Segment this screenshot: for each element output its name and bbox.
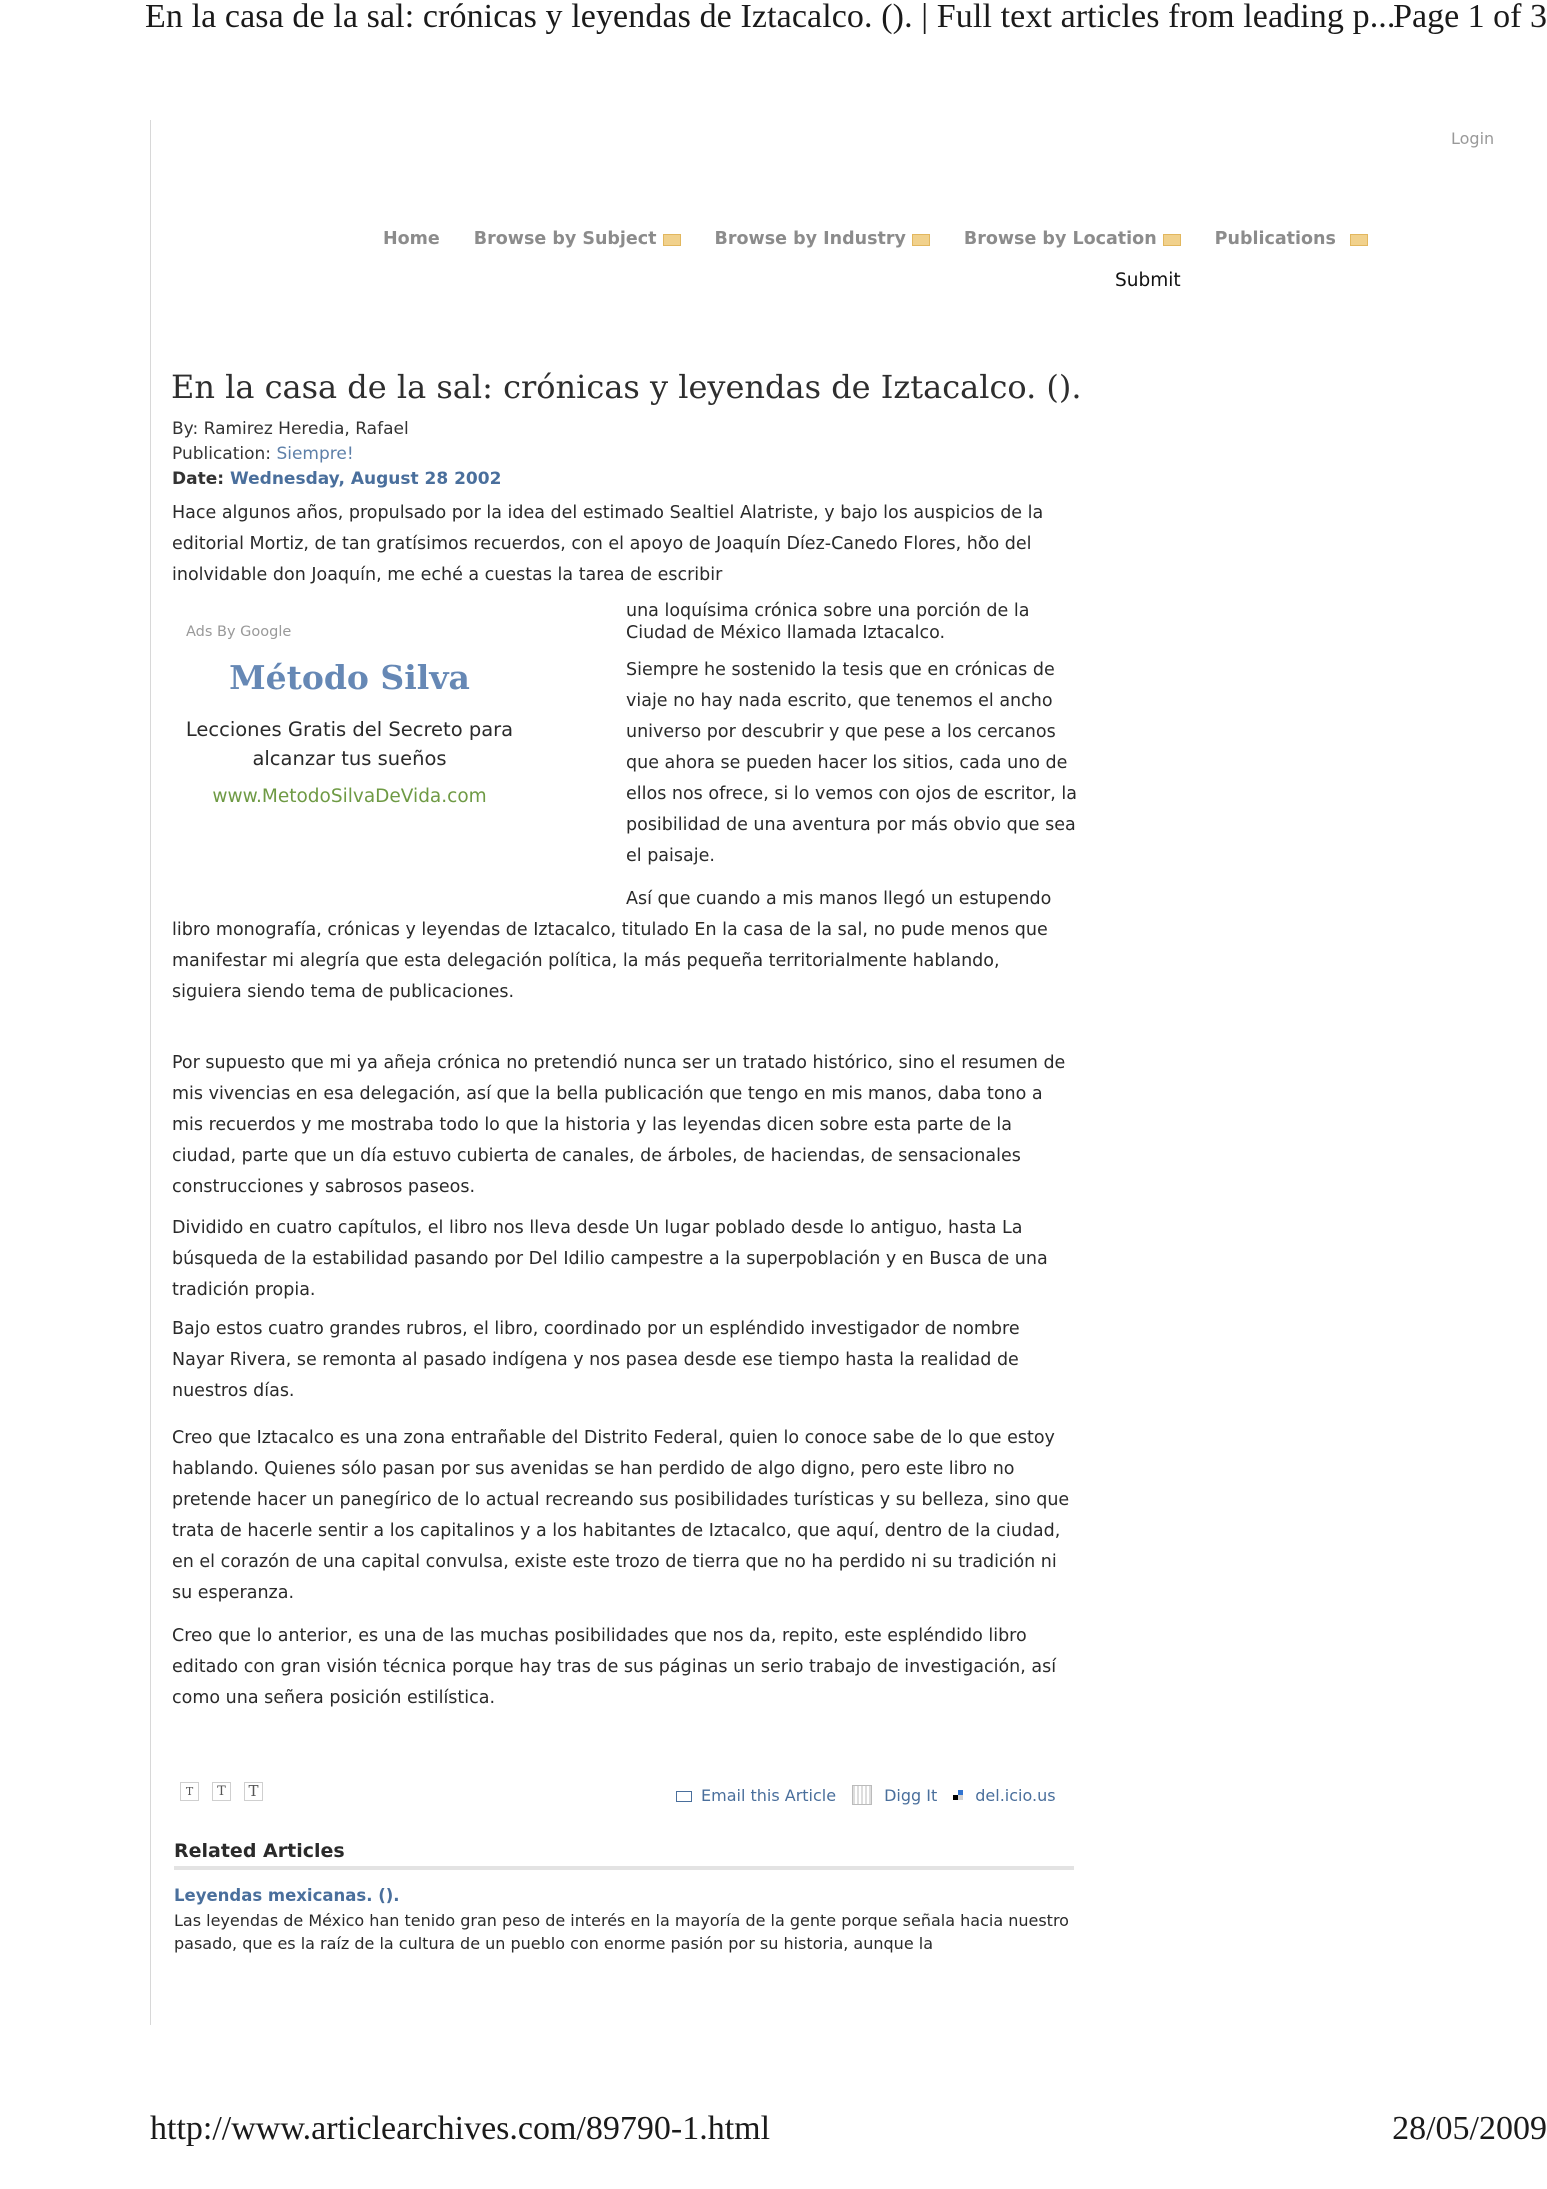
- print-header-title: En la casa de la sal: crónicas y leyendas de Iztacalco. (). | Full text articles from leading p...: [145, 0, 1396, 35]
- nav-browse-by-subject-label: Browse by Subject: [473, 229, 657, 249]
- login-link[interactable]: Login: [1451, 129, 1495, 148]
- article-paragraph: Bajo estos cuatro grandes rubros, el libro, coordinado por un espléndido investigador de nombre Nayar Rivera, se remonta al pasado indígena y nos pasea desde ese tiempo hasta la realidad de nuestros días.: [172, 1319, 1020, 1401]
- author-name: Ramirez Heredia, Rafael: [203, 419, 409, 439]
- related-article-snippet: Las leyendas de México han tenido gran peso de interés en la mayoría de la gente porque señala hacia nuestro pasado, que es la raíz de la cultura de un pueblo con enorme pasión por su historia, aunque la: [174, 1911, 1069, 1953]
- article-date: [172, 469, 501, 489]
- nav-browse-by-subject[interactable]: [474, 229, 681, 249]
- related-article-link[interactable]: Leyendas mexicanas. ().: [174, 1886, 400, 1905]
- dropdown-arrow-icon: [663, 234, 681, 246]
- page-frame-border: [150, 120, 151, 2025]
- submit-button[interactable]: Submit: [1115, 270, 1181, 291]
- mail-icon: [676, 1791, 692, 1802]
- share-bar: [676, 1785, 1056, 1805]
- font-size-medium-button[interactable]: T: [212, 1782, 231, 1801]
- google-ad[interactable]: [172, 620, 527, 820]
- nav-home-label: Home: [383, 229, 440, 249]
- related-divider: [174, 1866, 1074, 1870]
- article-author: [172, 419, 409, 439]
- article-paragraph: Dividido en cuatro capítulos, el libro nos lleva desde Un lugar poblado desde lo antiguo, hasta La búsqueda de la estabilidad pasando por Del Idilio campestre a la superpoblación y en Busca de una tradición propia.: [172, 1218, 1048, 1300]
- ad-title-link[interactable]: Método Silva: [229, 658, 470, 697]
- nav-browse-by-industry-label: Browse by Industry: [714, 229, 906, 249]
- print-footer-url: http://www.articlearchives.com/89790-1.html: [150, 2110, 771, 2147]
- publication-link[interactable]: Siempre!: [276, 444, 354, 464]
- ad-label: Ads By Google: [186, 624, 292, 640]
- print-footer-date: 28/05/2009: [1392, 2110, 1547, 2147]
- article-title: En la casa de la sal: crónicas y leyendas de Iztacalco. ().: [171, 368, 1082, 406]
- dropdown-arrow-icon: [912, 234, 930, 246]
- nav-browse-by-location-label: Browse by Location: [963, 229, 1157, 249]
- delicious-icon: [953, 1790, 963, 1800]
- article-paragraph: Creo que lo anterior, es una de las muchas posibilidades que nos da, repito, este espléndido libro editado con gran visión técnica porque hay tras de sus páginas un serio trabajo de investigación, así como una señera posición estilística.: [172, 1626, 1057, 1708]
- article-publication: [172, 444, 354, 464]
- nav-browse-by-location[interactable]: [964, 229, 1181, 249]
- article-paragraph: Creo que Iztacalco es una zona entrañable del Distrito Federal, quien lo conoce sabe de lo que estoy hablando. Quienes sólo pasan por sus avenidas se han perdido de algo digno, pero este libro no pretende hacer un panegírico de lo actual recreando sus posibilidades turísticas y su belleza, sino que trata de hacerle sentir a los capitalinos y a los habitantes de Iztacalco, que aquí, dentro de la ciudad, en el corazón de una capital convulsa, existe este trozo de tierra que no ha perdido ni su tradición ni su esperanza.: [172, 1428, 1070, 1603]
- digg-icon: [852, 1785, 872, 1805]
- related-articles-heading: Related Articles: [174, 1840, 345, 1862]
- delicious-link[interactable]: [953, 1786, 1055, 1805]
- print-page-number: Page 1 of 3: [1393, 0, 1547, 35]
- article-paragraph: una loquísima crónica sobre una porción de la Ciudad de México llamada Iztacalco.: [626, 601, 1030, 643]
- email-article-link[interactable]: [676, 1786, 836, 1805]
- font-size-tools: [180, 1782, 276, 1801]
- date-label: Date:: [172, 469, 225, 489]
- print-footer: [150, 2112, 1547, 2152]
- ad-description: Lecciones Gratis del Secreto para alcanzar tus sueños: [185, 718, 514, 770]
- date-value: Wednesday, August 28 2002: [229, 469, 502, 489]
- font-size-large-button[interactable]: T: [244, 1782, 263, 1801]
- nav-browse-by-industry[interactable]: [715, 229, 930, 249]
- email-article-label: Email this Article: [701, 1785, 837, 1805]
- article-paragraph: Así que cuando a mis manos llegó un estupendo libro monografía, crónicas y leyendas de Iztacalco, titulado En la casa de la sal, no pude menos que manifestar mi alegría que esta delegación política, la más pequeña territorialmente hablando, siguiera siendo tema de publicaciones.: [172, 889, 1052, 1002]
- article-paragraph: Por supuesto que mi ya añeja crónica no pretendió nunca ser un tratado histórico, sino el resumen de mis vivencias en esa delegación, así que la bella publicación que tengo en mis manos, daba tono a mis recuerdos y me mostraba todo lo que la historia y las leyendas dicen sobre esta parte de la ciudad, parte que un día estuvo cubierta de canales, de árboles, de haciendas, de sensacionales construcciones y sabrosos paseos.: [172, 1053, 1066, 1197]
- print-header: [145, 0, 1547, 52]
- main-nav: [383, 225, 1368, 253]
- dropdown-arrow-icon: [1163, 234, 1181, 246]
- article-paragraph: Hace algunos años, propulsado por la idea del estimado Sealtiel Alatriste, y bajo los auspicios de la editorial Mortiz, de tan gratísimos recuerdos, con el apoyo de Joaquín Díez-Canedo Flores, hðo del inolvidable don Joaquín, me eché a cuestas la tarea de escribir: [172, 503, 1044, 585]
- dropdown-arrow-icon: [1350, 234, 1368, 246]
- nav-publications-label: Publications: [1214, 229, 1336, 249]
- article-paragraph: Siempre he sostenido la tesis que en crónicas de viaje no hay nada escrito, que tenemos el ancho universo por descubrir y que pese a los cercanos que ahora se pueden hacer los sitios, cada uno de ellos nos ofrece, si lo vemos con ojos de escritor, la posibilidad de una aventura por más obvio que sea el paisaje.: [626, 660, 1077, 866]
- ad-url[interactable]: www.MetodoSilvaDeVida.com: [212, 786, 487, 807]
- nav-home[interactable]: [383, 229, 440, 249]
- digg-link[interactable]: [852, 1785, 937, 1805]
- digg-label: Digg It: [884, 1785, 938, 1805]
- delicious-label: del.icio.us: [975, 1785, 1056, 1805]
- font-size-small-button[interactable]: T: [180, 1782, 199, 1801]
- publication-label: Publication:: [172, 444, 272, 464]
- nav-publications[interactable]: [1215, 229, 1368, 249]
- author-label: By:: [172, 419, 199, 439]
